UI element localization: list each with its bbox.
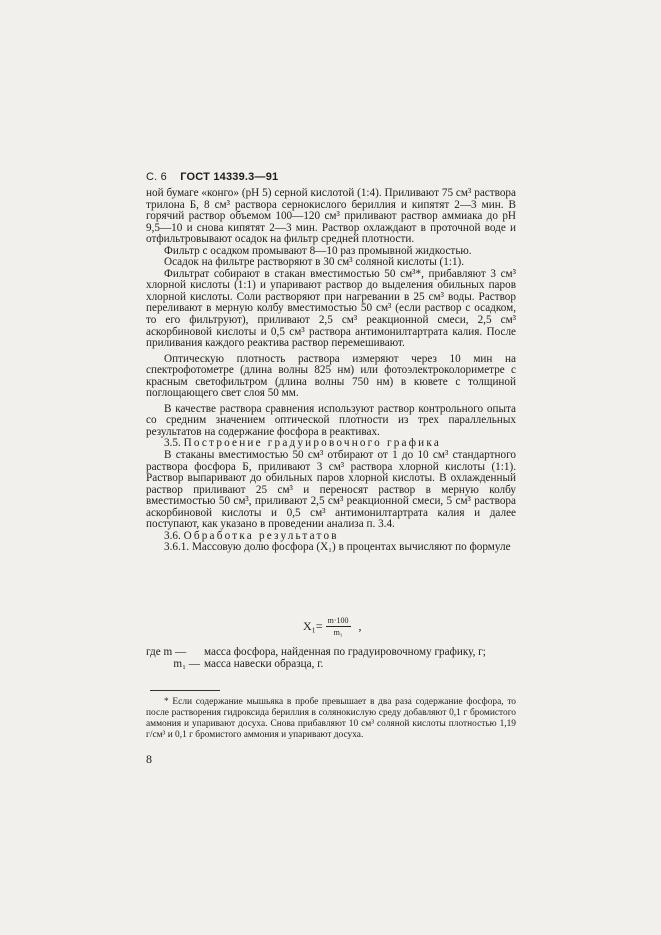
paragraph-8: 3.6.1. Массовую долю фосфора (X₁) в процентах вычисляют по формуле	[164, 541, 511, 554]
page-label: С. 6	[146, 171, 167, 183]
definition-symbol: где m —	[146, 646, 187, 658]
definition-text: масса фосфора, найденная по градуировочному графику, г;	[204, 646, 486, 658]
page-header	[146, 171, 278, 183]
formula-comma: ,	[358, 619, 362, 633]
paragraph-2: Фильтр с осадком промывают 8—10 раз промывной жидкостью.	[164, 244, 472, 257]
paragraph-7: В стаканы вместимостью 50 см³ отбирают от 1 до 10 см³ стандартного раствора фосфора Б, приливают 3 см³ раствора хлорной кислоты (1:1). Раствор выпаривают до обильных паров хлорной кислоты. В охлажденный раствор приливают 25 см³ и переносят раствор в мерную колбу вместимостью 50 см³, приливают 2,5 см³ реакционной смеси, 5 см³ раствора аскорбиновой кислоты и 0,5 см³ антимонилтартрата калия и далее поступают, как указано в проведении анализа п. 3.4.	[146, 449, 516, 531]
section-3-6-number: 3.6.	[164, 529, 181, 542]
body-text	[146, 188, 516, 554]
formula-denominator: m₁	[333, 628, 343, 637]
footnote	[146, 697, 516, 741]
section-3-6-title: Обработка результатов	[183, 529, 339, 542]
paragraph-1: ной бумаге «конго» (рН 5) серной кислотой (1:4). Приливают 75 см³ раствора трилона Б, 8 см³ раствора сернокислого бериллия и кипятят 2—3 мин. В горячий раствор объемом 100—120 см³ приливают раствор аммиака до рН 9,5—10 и снова кипятят 2—3 мин. Раствор охлаждают в проточной воде и отфильтровывают осадок на фильтр средней плотности.	[146, 187, 516, 246]
footnote-text: * Если содержание мышьяка в пробе превышает в два раза содержание фосфора, то после растворения гидроксида бериллия в солянокислую среду добавляют 0,1 г бромистого аммония и упаривают досуха. Снова прибавляют 10 см³ соляной кислоты плотностью 1,19 г/см³ и 0,1 г бромистого аммония и упаривают досуха.	[146, 697, 516, 740]
formula-numerator: m·100	[327, 616, 349, 625]
section-3-5-number: 3.5.	[164, 437, 181, 450]
paragraph-5: Оптическую плотность раствора измеряют через 10 мин на спектрофотометре (длина волны 825 нм) или фотоэлектроколориметре с красным светофильтром (длина волны 750 нм) в кювете с толщиной поглощающего свет слоя 50 мм.	[146, 352, 516, 400]
variable-definitions	[146, 646, 516, 670]
definition-row	[146, 658, 516, 670]
section-3-5-title: Построение градуировочного графика	[183, 437, 441, 450]
formula-fraction	[326, 616, 351, 637]
paragraph-3: Осадок на фильтре растворяют в 30 см³ соляной кислоты (1:1).	[164, 256, 465, 269]
definition-row	[146, 646, 516, 658]
definition-symbol: m₁ —	[173, 658, 200, 670]
paragraph-4: Фильтрат собирают в стакан вместимостью 50 см³*, прибавляют 3 см³ хлорной кислоты (1:1) и упаривают раствор до выделения обильных паров хлорной кислоты. Соли растворяют при нагревании в 25 см³ воды. Раствор переливают в мерную колбу вместимостью 50 см³ (если раствор с осадком, то его фильтруют), приливают 2,5 см³ реакционной смеси, 2,5 см³ аскорбиновой кислоты и 0,5 см³ раствора антимонилтартрата калия. После приливания каждого реактива раствор перемешивают.	[146, 267, 516, 350]
definition-text: масса навески образца, г.	[204, 658, 324, 670]
standard-number: ГОСТ 14339.3—91	[180, 171, 279, 183]
formula	[303, 616, 362, 637]
paragraph-6: В качестве раствора сравнения используют раствор контрольного опыта со средним значением оптической плотности из трех параллельных результатов на содержание фосфора в реактивах.	[146, 402, 516, 438]
formula-lhs: X₁=	[303, 619, 323, 633]
page-number: 8	[146, 752, 152, 766]
footnote-divider	[150, 690, 220, 691]
